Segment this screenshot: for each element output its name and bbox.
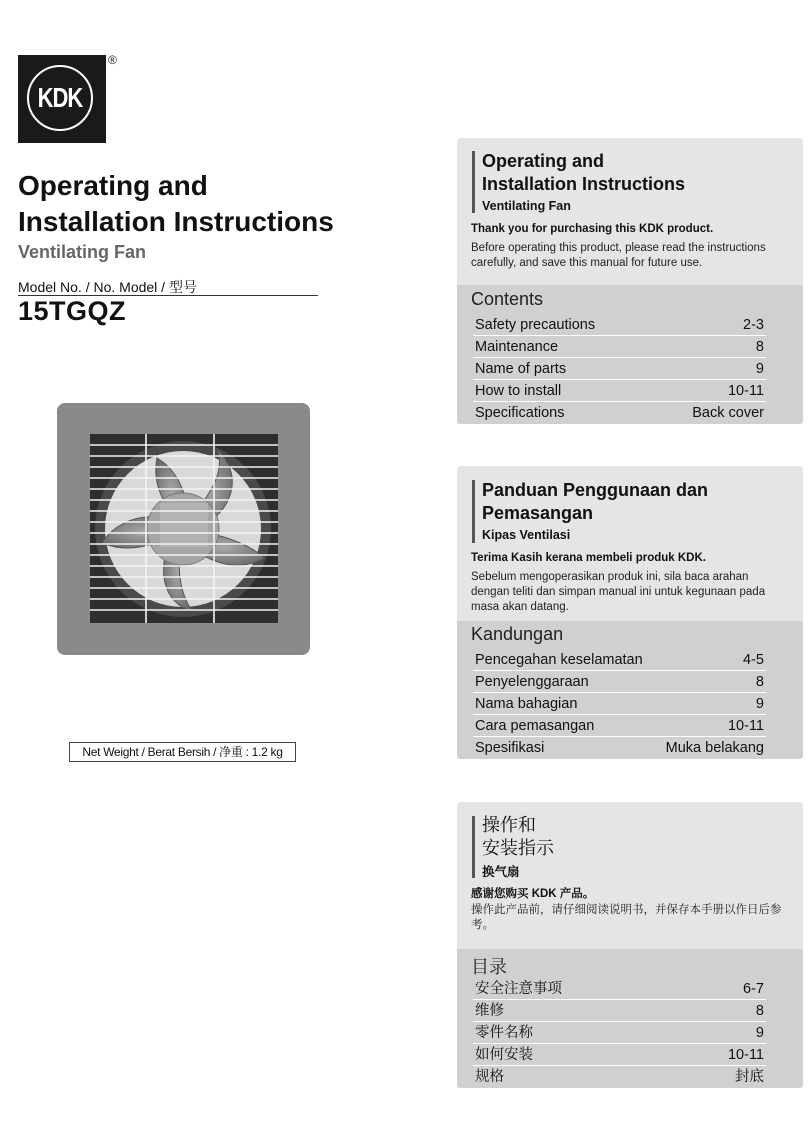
model-number: 15TGQZ: [18, 296, 127, 326]
panel-chinese: [457, 802, 803, 1088]
toc-page: 封底: [735, 1069, 764, 1085]
kdk-logo: [18, 55, 106, 143]
logo-text: KDK: [37, 81, 83, 113]
toc-label: Maintenance: [475, 339, 559, 355]
panel-title-line-1: Panduan Penggunaan dan: [482, 480, 709, 500]
contents-section: [457, 621, 803, 759]
panel-malay: [457, 466, 803, 759]
toc-label: 如何安装: [475, 1047, 533, 1063]
toc-label: Pencegahan keselamatan: [475, 652, 643, 668]
toc-page: 10-11: [727, 1047, 764, 1063]
toc-page: 9: [755, 361, 764, 377]
panel-title-line-2: 安装指示: [482, 838, 554, 858]
panel-title-line-2: Installation Instructions: [482, 174, 686, 194]
toc-row[interactable]: [473, 358, 766, 380]
contents-section: [457, 285, 803, 424]
toc-label: How to install: [475, 383, 562, 399]
toc-page: 10-11: [727, 718, 764, 734]
toc-label: Name of parts: [475, 361, 567, 377]
thanks-text: 感谢您购买 KDK 产品。: [471, 888, 595, 900]
panel-title-line-1: 操作和: [482, 815, 536, 835]
ventilating-fan-illustration: [57, 403, 310, 655]
thanks-text: Thank you for purchasing this KDK product.: [471, 223, 714, 235]
panel-accent-bar: [472, 151, 475, 213]
logo-ring: [27, 65, 93, 131]
toc-label: 安全注意事项: [475, 981, 562, 997]
contents-title: Kandungan: [471, 624, 564, 644]
toc-label: 规格: [475, 1069, 504, 1085]
toc-row[interactable]: [473, 336, 766, 358]
panel-title: [482, 814, 554, 860]
toc-page: 8: [755, 339, 764, 355]
panel-accent-bar: [472, 480, 475, 543]
thanks-text: Terima Kasih kerana membeli produk KDK.: [471, 552, 706, 564]
intro-text: 操作此产品前，请仔细阅读说明书，并保存本手册以作日后参考。: [471, 904, 782, 931]
toc-page: 10-11: [727, 383, 764, 399]
document-subtitle: Ventilating Fan: [18, 242, 147, 262]
net-weight-label: Net Weight / Berat Bersih / 净重 : 1.2 kg: [69, 742, 296, 762]
contents-section: [457, 949, 803, 1088]
title-line-1: Operating and: [18, 170, 208, 201]
toc-label: Penyelenggaraan: [475, 674, 589, 690]
toc-row[interactable]: [473, 1066, 766, 1087]
panel-title-line-2: Pemasangan: [482, 503, 594, 523]
toc-page: 6-7: [743, 981, 764, 997]
toc-row[interactable]: [473, 380, 766, 402]
intro-text: Before operating this product, please read the instructions carefully, and save this manual for future use.: [471, 242, 766, 269]
toc-row[interactable]: [473, 715, 766, 737]
toc-row[interactable]: [473, 649, 766, 671]
toc-page: 2-3: [743, 317, 764, 333]
panel-title: [482, 479, 708, 525]
toc-page: 9: [755, 1025, 764, 1041]
toc-row[interactable]: [473, 402, 766, 423]
toc-row[interactable]: [473, 978, 766, 1000]
toc-page: Back cover: [692, 405, 764, 421]
toc-label: 零件名称: [475, 1025, 533, 1041]
toc-row[interactable]: [473, 314, 766, 336]
toc-row[interactable]: [473, 693, 766, 715]
contents-title: Contents: [471, 289, 544, 309]
panel-english: [457, 138, 803, 424]
toc-label: 维修: [475, 1003, 504, 1019]
toc-page: 9: [755, 696, 764, 712]
model-label: Model No. / No. Model / 型号: [18, 279, 197, 295]
toc-label: Specifications: [475, 405, 565, 421]
toc-row[interactable]: [473, 737, 766, 758]
toc-page: Muka belakang: [665, 740, 764, 756]
toc-page: 4-5: [743, 652, 764, 668]
intro-text: Sebelum mengoperasikan produk ini, sila baca arahan dengan teliti dan simpan manual ini untuk kegunaan pada masa akan datang.: [471, 571, 766, 613]
table-of-contents: [473, 978, 766, 1087]
table-of-contents: [473, 314, 766, 423]
panel-subtitle: 换气扇: [482, 865, 520, 879]
panel-accent-bar: [472, 816, 475, 878]
panel-subtitle: Ventilating Fan: [482, 199, 571, 213]
panel-title-line-1: Operating and: [482, 151, 605, 171]
panel-subtitle: Kipas Ventilasi: [482, 528, 571, 542]
registered-mark: ®: [108, 53, 117, 67]
panel-title: [482, 150, 685, 196]
toc-label: Spesifikasi: [475, 740, 545, 756]
toc-row[interactable]: [473, 671, 766, 693]
toc-page: 8: [755, 674, 764, 690]
toc-label: Nama bahagian: [475, 696, 578, 712]
toc-page: 8: [755, 1003, 764, 1019]
contents-title: 目录: [471, 957, 507, 977]
toc-label: Cara pemasangan: [475, 718, 595, 734]
toc-row[interactable]: [473, 1000, 766, 1022]
table-of-contents: [473, 649, 766, 758]
toc-label: Safety precautions: [475, 317, 596, 333]
document-title: [18, 168, 334, 240]
toc-row[interactable]: [473, 1022, 766, 1044]
title-line-2: Installation Instructions: [18, 206, 334, 237]
toc-row[interactable]: [473, 1044, 766, 1066]
